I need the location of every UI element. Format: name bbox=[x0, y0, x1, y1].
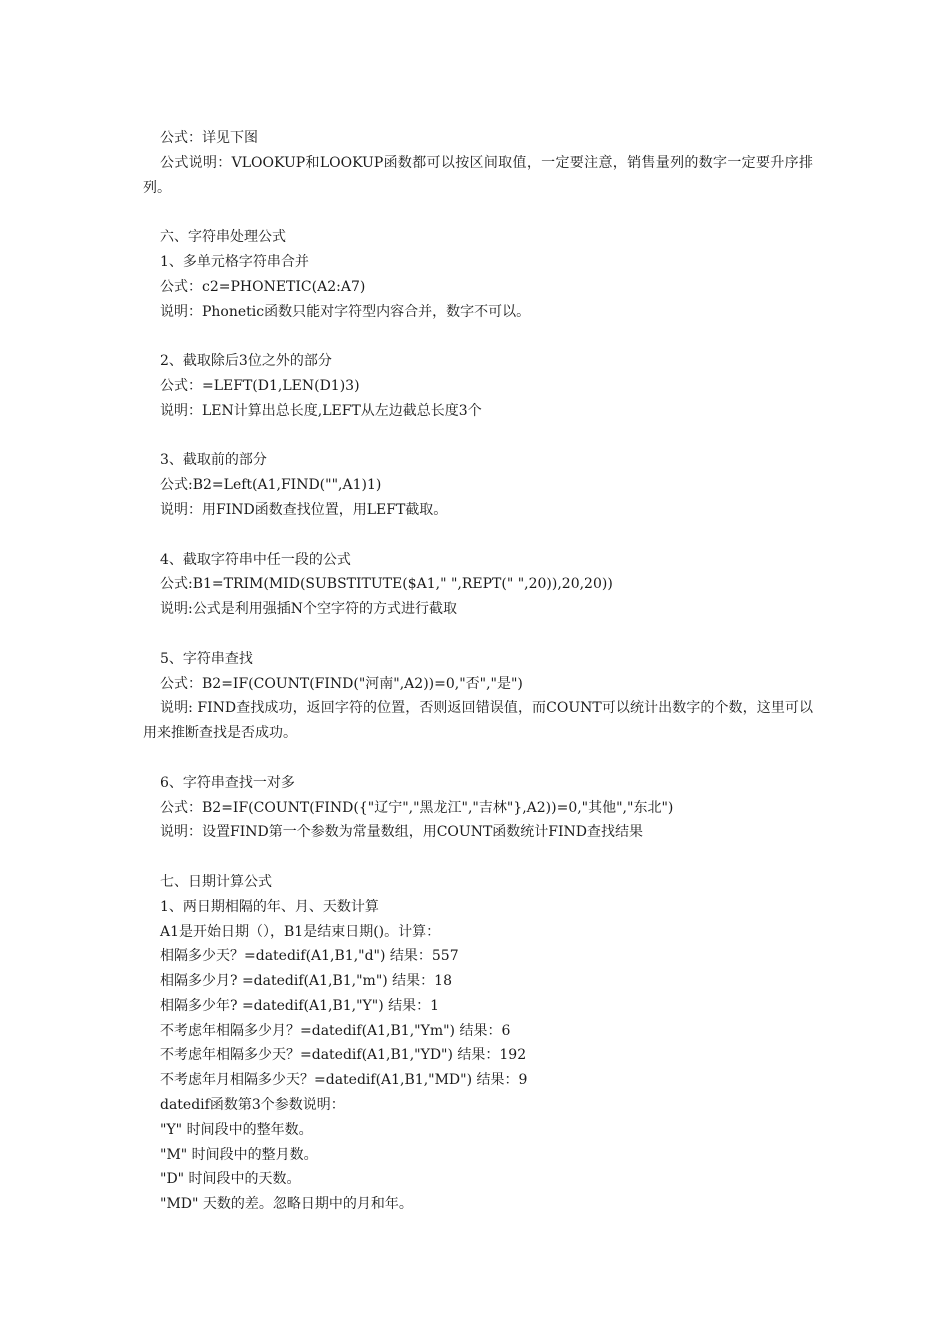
datedif-line: 不考虑年月相隔多少天？=datedif(A1,B1,"MD") 结果：9 bbox=[160, 1072, 528, 1089]
item-note: 说明: FIND查找成功，返回字符的位置，否则返回错误值，而COUNT可以统计出数字的个数，这里可以用来推断查找是否成功。 bbox=[143, 700, 813, 742]
document-body bbox=[143, 126, 813, 1217]
item-formula: 公式:B1=TRIM(MID(SUBSTITUTE($A1," ",REPT(" ",20)),20,20)) bbox=[160, 576, 613, 593]
param-title: datedif函数第3个参数说明： bbox=[160, 1097, 345, 1114]
datedif-line: 相隔多少月? =datedif(A1,B1,"m") 结果：18 bbox=[160, 973, 452, 990]
item-title: 1、两日期相隔的年、月、天数计算 bbox=[160, 898, 379, 915]
item-formula: 公式:B2=Left(A1,FIND("",A1)1) bbox=[160, 477, 382, 494]
item-formula: 公式：c2=PHONETIC(A2:A7) bbox=[160, 278, 366, 295]
spacer bbox=[143, 845, 813, 870]
item-note: 说明：设置FIND第一个参数为常量数组，用COUNT函数统计FIND查找结果 bbox=[160, 824, 644, 841]
item-note: 说明：LEN计算出总长度,LEFT从左边截总长度3个 bbox=[160, 402, 482, 419]
formula-explanation: 公式说明：VLOOKUP和LOOKUP函数都可以按区间取值，一定要注意，销售量列的数字一定要升序排列。 bbox=[143, 154, 813, 196]
item-intro: A1是开始日期（），B1是结束日期()。计算： bbox=[160, 923, 441, 940]
datedif-line: 相隔多少天？=datedif(A1,B1,"d") 结果：557 bbox=[160, 948, 459, 965]
formula-line: 公式：详见下图 bbox=[160, 130, 258, 146]
spacer bbox=[143, 200, 813, 225]
param-line: "MD" 天数的差。忽略日期中的月和年。 bbox=[160, 1196, 413, 1213]
param-line: "Y" 时间段中的整年数。 bbox=[160, 1121, 313, 1138]
item-title: 3、截取前的部分 bbox=[160, 452, 267, 469]
item-title: 2、截取除后3位之外的部分 bbox=[160, 353, 332, 370]
item-title: 4、截取字符串中任一段的公式 bbox=[160, 551, 351, 568]
datedif-line: 不考虑年相隔多少月？=datedif(A1,B1,"Ym") 结果：6 bbox=[160, 1022, 511, 1039]
item-note: 说明:公式是利用强插N个空字符的方式进行截取 bbox=[160, 601, 457, 618]
datedif-line: 相隔多少年? =datedif(A1,B1,"Y") 结果：1 bbox=[160, 997, 440, 1014]
spacer bbox=[143, 424, 813, 449]
param-line: "D" 时间段中的天数。 bbox=[160, 1171, 301, 1188]
section-heading: 七、日期计算公式 bbox=[160, 873, 272, 890]
spacer bbox=[143, 523, 813, 548]
spacer bbox=[143, 746, 813, 771]
item-title: 5、字符串查找 bbox=[160, 650, 253, 667]
spacer bbox=[143, 622, 813, 647]
param-line: "M" 时间段中的整月数。 bbox=[160, 1146, 318, 1163]
item-note: 说明：用FIND函数查找位置，用LEFT截取。 bbox=[160, 501, 448, 518]
section-heading: 六、字符串处理公式 bbox=[160, 229, 286, 246]
item-formula: 公式：=LEFT(D1,LEN(D1)3) bbox=[160, 377, 360, 394]
item-formula: 公式：B2=IF(COUNT(FIND({"辽宁","黑龙江","吉林"},A2))=0,"其他","东北") bbox=[160, 799, 674, 816]
item-title: 1、多单元格字符串合并 bbox=[160, 253, 309, 270]
datedif-line: 不考虑年相隔多少天？=datedif(A1,B1,"YD") 结果：192 bbox=[160, 1047, 527, 1064]
spacer bbox=[143, 324, 813, 349]
item-title: 6、字符串查找一对多 bbox=[160, 774, 295, 791]
item-formula: 公式：B2=IF(COUNT(FIND("河南",A2))=0,"否","是") bbox=[160, 675, 523, 692]
item-note: 说明：Phonetic函数只能对字符型内容合并，数字不可以。 bbox=[160, 303, 531, 320]
